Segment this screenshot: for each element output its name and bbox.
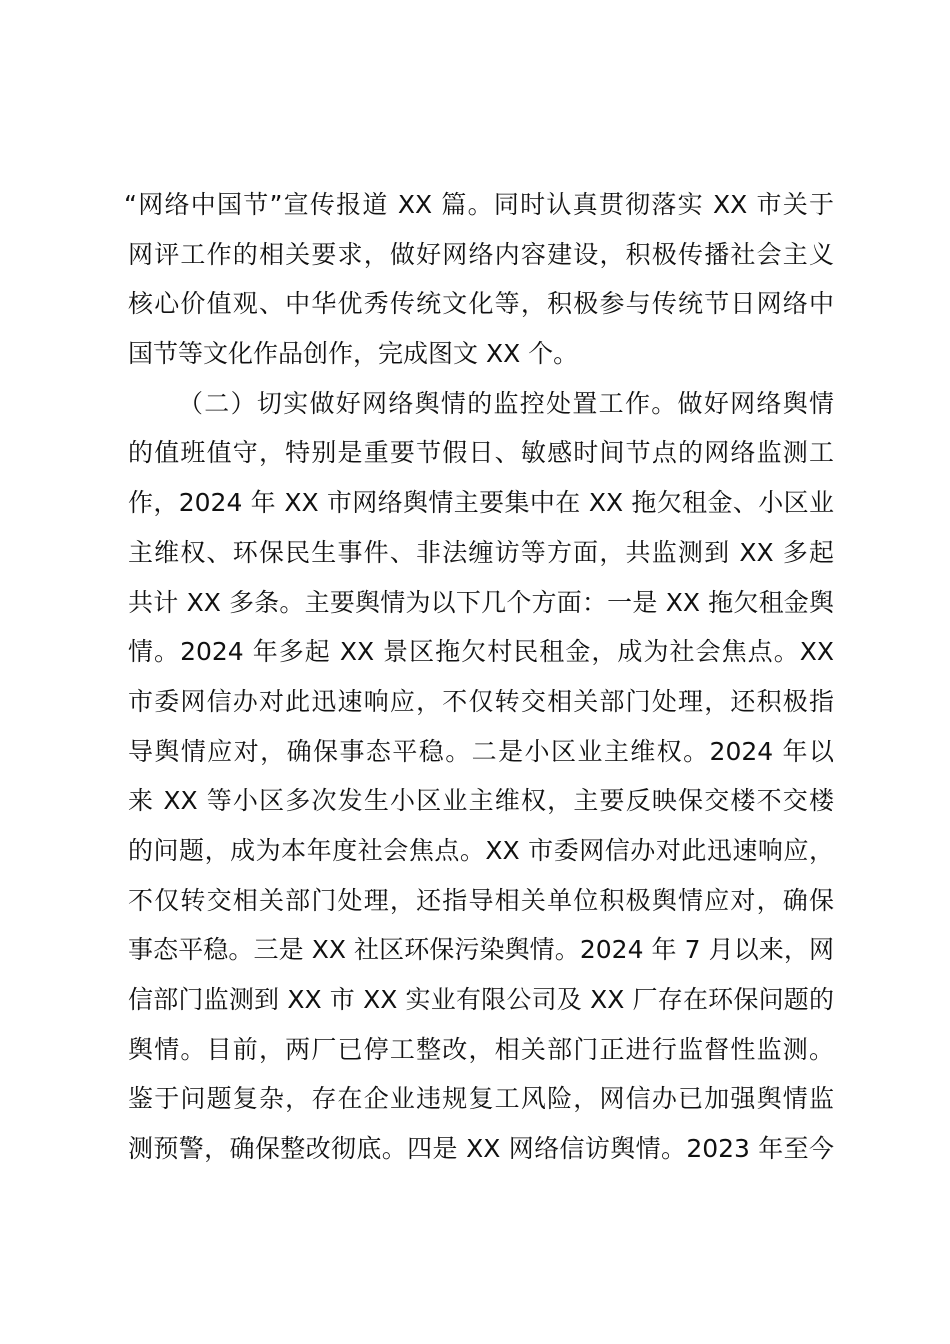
text-line: 核心价值观、中华优秀传统文化等，积极参与传统节日网络中	[128, 289, 834, 319]
text-line: 舆情。目前，两厂已停工整改，相关部门正进行监督性监测。	[128, 1034, 834, 1064]
text-line: 网评工作的相关要求，做好网络内容建设，积极传播社会主义	[128, 239, 834, 269]
text-line: “网络中国节”宣传报道 XX 篇。同时认真贯彻落实 XX 市关于	[124, 190, 834, 219]
text-line: 情。2024 年多起 XX 景区拖欠村民租金，成为社会焦点。XX	[128, 637, 834, 667]
text-line: 来 XX 等小区多次发生小区业主维权，主要反映保交楼不交楼	[128, 786, 834, 816]
text-line: 的问题，成为本年度社会焦点。XX 市委网信办对此迅速响应，	[128, 835, 834, 865]
text-line: 作，2024 年 XX 市网络舆情主要集中在 XX 拖欠租金、小区业	[128, 488, 834, 518]
text-line: 共计 XX 多条。主要舆情为以下几个方面：一是 XX 拖欠租金舆	[128, 587, 834, 617]
document-body	[124, 180, 834, 1174]
text-line: 事态平稳。三是 XX 社区环保污染舆情。2024 年 7 月以来，网	[128, 935, 834, 965]
text-line: 主维权、环保民生事件、非法缠访等方面，共监测到 XX 多起	[128, 537, 834, 567]
text-line: 市委网信办对此迅速响应，不仅转交相关部门处理，还积极指	[128, 686, 834, 716]
text-line: 信部门监测到 XX 市 XX 实业有限公司及 XX 厂存在环保问题的	[128, 985, 834, 1014]
text-line: 测预警，确保整改彻底。四是 XX 网络信访舆情。2023 年至今	[128, 1134, 834, 1164]
section-heading-line: （二）切实做好网络舆情的监控处置工作。做好网络舆情	[178, 388, 834, 418]
text-line: 不仅转交相关部门处理，还指导相关单位积极舆情应对，确保	[128, 885, 834, 915]
text-line: 鉴于问题复杂，存在企业违规复工风险，网信办已加强舆情监	[128, 1084, 834, 1114]
text-line: 导舆情应对，确保事态平稳。二是小区业主维权。2024 年以	[128, 736, 834, 766]
text-line: 国节等文化作品创作，完成图文 XX 个。	[128, 339, 579, 369]
text-line: 的值班值守，特别是重要节假日、敏感时间节点的网络监测工	[128, 438, 834, 468]
